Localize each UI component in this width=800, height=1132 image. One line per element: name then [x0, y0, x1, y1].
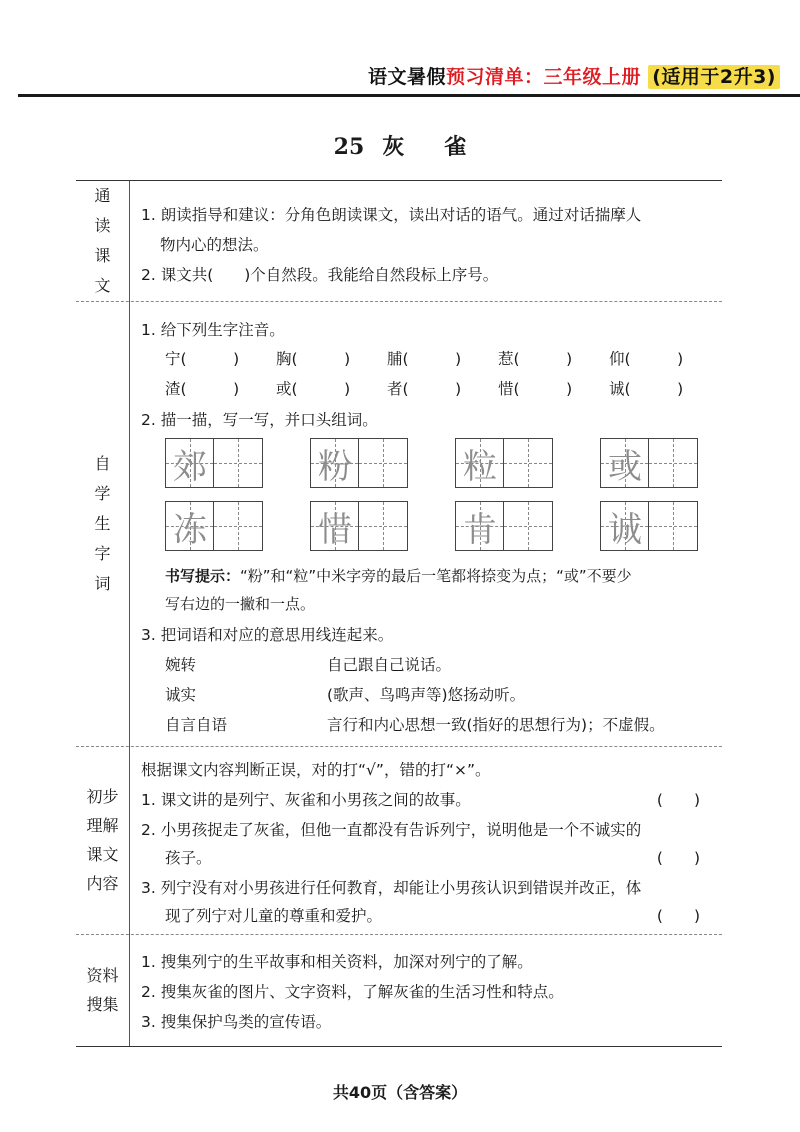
- label-word: 资料: [86, 966, 119, 985]
- lesson-char-2: 雀: [444, 134, 467, 160]
- lesson-number: 25: [333, 134, 365, 160]
- label-word: 理解: [86, 816, 119, 835]
- pinyin-item: 诚( ): [609, 380, 684, 398]
- char-grid: 粒: [455, 438, 553, 488]
- understand-intro: 根据课文内容判断正误，对的打“√”，错的打“×”。: [141, 761, 491, 779]
- label-char: 学: [94, 483, 111, 503]
- label-char: 词: [94, 573, 111, 593]
- page-footer: 共40页（含答案）: [332, 1083, 468, 1102]
- page-header: [0, 62, 800, 92]
- section-understand-content: [141, 746, 714, 934]
- pinyin-item: 渣( ): [165, 380, 240, 398]
- answer-blank: ( ): [656, 849, 700, 867]
- header-title-part2: 预习清单：: [446, 66, 544, 88]
- label-char: 读: [94, 216, 111, 235]
- section-label-read: [76, 181, 129, 301]
- char-grid: 粉: [310, 438, 408, 488]
- read-item-1-line-2: 物内心的想法。: [160, 236, 269, 254]
- section-label-resources: [76, 934, 129, 1046]
- char-grid: 惜: [310, 501, 408, 551]
- match-left-item: 自言自语: [165, 716, 228, 734]
- match-right-item: 言行和内心思想一致(指好的思想行为)；不虚假。: [327, 716, 665, 734]
- header-title-highlight: (适用于2升3): [648, 65, 780, 89]
- section-label-self-study: [76, 301, 129, 746]
- header-title-part1: 语文暑假: [368, 66, 447, 88]
- label-word: 初步: [86, 787, 119, 806]
- lesson-char-1: 灰: [382, 134, 405, 160]
- label-char: 课: [94, 246, 111, 265]
- pinyin-item: 惹( ): [498, 350, 573, 368]
- understand-item-3-line-1: 3. 列宁没有对小男孩进行任何教育，却能让小男孩认识到错误并改正，体: [141, 879, 642, 897]
- pinyin-item: 仰( ): [609, 350, 684, 368]
- match-right-item: (歌声、鸟鸣声等)悠扬动听。: [327, 686, 526, 704]
- section-read-content: [141, 181, 714, 301]
- understand-item-3-line-2: 现了列宁对儿童的尊重和爱护。: [165, 907, 383, 925]
- char-grid: 肯: [455, 501, 553, 551]
- header-title-part3: 三年级上册: [543, 66, 642, 88]
- section-resources-content: [141, 934, 714, 1046]
- header-divider: [18, 94, 800, 97]
- char-grid: 郊: [165, 438, 263, 488]
- self-study-q2: 2. 描一描，写一写，并口头组词。: [141, 411, 378, 429]
- section-self-study-content: [141, 301, 714, 746]
- lesson-title: [0, 130, 800, 161]
- pinyin-item: 脯( ): [387, 350, 462, 368]
- self-study-q1: 1. 给下列生字注音。: [141, 321, 285, 339]
- understand-item-2-line-2: 孩子。: [165, 849, 212, 867]
- match-right-item: 自己跟自己说话。: [327, 656, 452, 674]
- resources-item-2: 2. 搜集灰雀的图片、文字资料，了解灰雀的生活习性和特点。: [141, 983, 564, 1001]
- header-title: [368, 62, 780, 89]
- char-grid: 诚: [600, 501, 698, 551]
- understand-item-2-line-1: 2. 小男孩捉走了灰雀，但他一直都没有告诉列宁，说明他是一个不诚实的: [141, 821, 642, 839]
- read-item-2: 2. 课文共( )个自然段。我能给自然段标上序号。: [141, 266, 499, 284]
- understand-item-1: 1. 课文讲的是列宁、灰雀和小男孩之间的故事。: [141, 791, 471, 809]
- pinyin-item: 宁( ): [165, 350, 240, 368]
- resources-item-1: 1. 搜集列宁的生平故事和相关资料，加深对列宁的了解。: [141, 953, 533, 971]
- pinyin-item: 或( ): [276, 380, 351, 398]
- writing-hint-line-1: 书写提示：“粉”和“粒”中米字旁的最后一笔都将捺变为点；“或”不要少: [165, 567, 632, 585]
- label-char: 通: [94, 186, 111, 205]
- answer-blank: ( ): [656, 791, 700, 809]
- label-char: 自: [94, 453, 111, 473]
- pinyin-item: 胸( ): [276, 350, 351, 368]
- label-word: 内容: [86, 874, 119, 893]
- answer-blank: ( ): [656, 907, 700, 925]
- self-study-q3: 3. 把词语和对应的意思用线连起来。: [141, 626, 394, 644]
- pinyin-item: 者( ): [387, 380, 462, 398]
- label-char: 字: [94, 543, 111, 563]
- writing-hint-line-2: 写右边的一撇和一点。: [165, 595, 316, 613]
- match-left-item: 婉转: [165, 656, 197, 674]
- resources-item-3: 3. 搜集保护鸟类的宣传语。: [141, 1013, 332, 1031]
- char-grid: 冻: [165, 501, 263, 551]
- label-char: 文: [94, 276, 111, 295]
- label-word: 搜集: [86, 995, 119, 1014]
- table-column-divider: [129, 181, 130, 1046]
- label-word: 课文: [86, 845, 119, 864]
- read-item-1-line-1: 1. 朗读指导和建议：分角色朗读课文，读出对话的语气。通过对话揣摩人: [141, 206, 642, 224]
- section-label-understand: [76, 746, 129, 934]
- study-table: [76, 180, 722, 1047]
- pinyin-item: 惜( ): [498, 380, 573, 398]
- char-grid: 或: [600, 438, 698, 488]
- label-char: 生: [94, 513, 111, 533]
- match-left-item: 诚实: [165, 686, 197, 704]
